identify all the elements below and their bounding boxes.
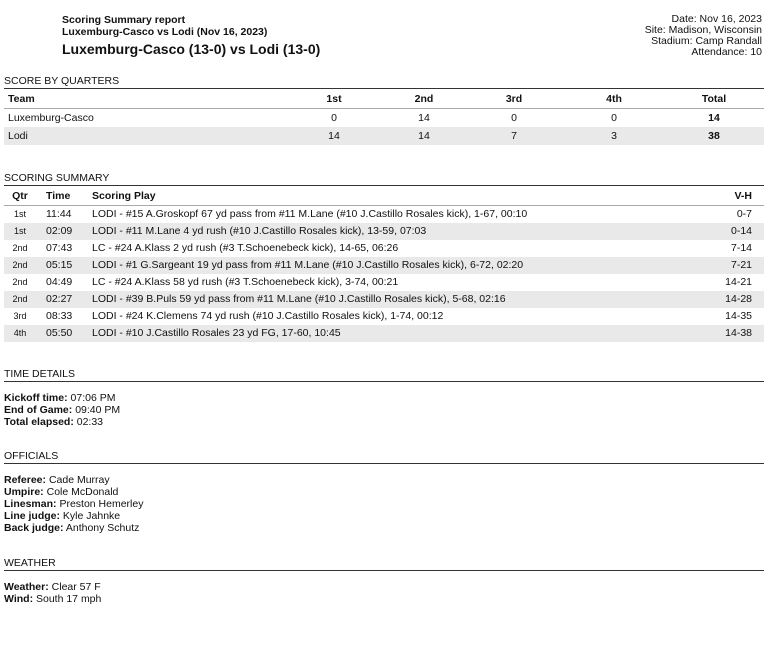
column-header: Team xyxy=(4,89,284,109)
official-line-judge: Line judge: Kyle Jahnke xyxy=(4,510,121,522)
scoring-qtr: 2nd xyxy=(12,277,28,287)
official-linesman: Linesman: Preston Hemerley xyxy=(4,498,144,510)
score-table xyxy=(4,89,764,145)
time-details-list xyxy=(4,392,764,428)
column-header: Scoring Play xyxy=(92,186,709,206)
total-elapsed: Total elapsed: 02:33 xyxy=(4,416,104,428)
scoring-play: LC - #24 A.Klass 2 yd rush (#3 T.Schoenebeck kick), 14-65, 06:26 xyxy=(92,242,399,254)
official-back-judge: Back judge: Anthony Schutz xyxy=(4,522,140,534)
scoring-vh: 14-21 xyxy=(725,276,752,288)
scoring-play: LODI - #24 K.Clemens 74 yd rush (#10 J.Castillo Rosales kick), 1-74, 00:12 xyxy=(92,310,444,322)
table-row xyxy=(4,308,764,325)
scoring-time: 02:09 xyxy=(36,223,92,240)
scoring-qtr: 4th xyxy=(4,325,36,342)
section-title: TIME DETAILS xyxy=(4,368,764,382)
section-title: SCORE BY QUARTERS xyxy=(4,75,764,89)
scoring-time: 11:44 xyxy=(46,208,72,220)
section-title: OFFICIALS xyxy=(4,450,764,464)
wind: Wind: South 17 mph xyxy=(4,593,102,605)
matchup-title: Luxemburg-Casco (13-0) vs Lodi (13-0) xyxy=(62,41,321,57)
scoring-qtr: 2nd xyxy=(4,257,36,274)
table-row xyxy=(4,109,764,128)
time-details-section xyxy=(4,368,764,428)
table-row xyxy=(4,223,764,240)
officials-section xyxy=(4,450,764,534)
table-row xyxy=(4,206,764,224)
kickoff-time: Kickoff time: 07:06 PM xyxy=(4,392,116,404)
scoring-play: LC - #24 A.Klass 58 yd rush (#3 T.Schoenebeck kick), 3-74, 00:21 xyxy=(92,276,399,288)
scoring-vh: 0-14 xyxy=(709,223,764,240)
scoring-vh: 7-21 xyxy=(709,257,764,274)
scoring-summary-section xyxy=(4,172,764,342)
column-header: 3rd xyxy=(464,89,564,109)
scoring-vh: 0-7 xyxy=(736,208,752,220)
scoring-play: LODI - #11 M.Lane 4 yd rush (#10 J.Castillo Rosales kick), 13-59, 07:03 xyxy=(92,223,709,240)
scoring-table xyxy=(4,186,764,342)
table-row xyxy=(4,325,764,342)
game-info xyxy=(645,14,762,58)
scoring-time: 05:50 xyxy=(36,325,92,342)
team-name: Luxemburg-Casco xyxy=(8,112,94,124)
scoring-vh: 7-14 xyxy=(730,242,752,254)
scoring-play: LODI - #10 J.Castillo Rosales 23 yd FG, 17-60, 10:45 xyxy=(92,325,709,342)
column-header: 4th xyxy=(564,89,664,109)
score-by-quarters-section xyxy=(4,75,764,145)
report-subtitle: Luxemburg-Casco vs Lodi (Nov 16, 2023) xyxy=(62,26,268,38)
scoring-time: 04:49 xyxy=(46,276,73,288)
q4-score: 0 xyxy=(611,112,617,124)
weather-condition: Weather: Clear 57 F xyxy=(4,581,101,593)
table-row xyxy=(4,257,764,274)
q2-score: 14 xyxy=(384,127,464,145)
table-row xyxy=(4,240,764,257)
scoring-qtr: 3rd xyxy=(13,311,27,321)
scoring-vh: 14-35 xyxy=(725,310,752,322)
game-stadium: Stadium: Camp Randall xyxy=(651,35,762,47)
game-attendance: Attendance: 10 xyxy=(691,46,762,58)
section-title: WEATHER xyxy=(4,557,764,571)
weather-list xyxy=(4,581,764,605)
team-name: Lodi xyxy=(4,127,284,145)
official-umpire: Umpire: Cole McDonald xyxy=(4,486,119,498)
scoring-time: 02:27 xyxy=(36,291,92,308)
q3-score: 7 xyxy=(464,127,564,145)
total-score: 38 xyxy=(664,127,764,145)
end-of-game: End of Game: 09:40 PM xyxy=(4,404,121,416)
q1-score: 14 xyxy=(284,127,384,145)
scoring-play: LODI - #39 B.Puls 59 yd pass from #11 M.Lane (#10 J.Castillo Rosales kick), 5-68, 02:16 xyxy=(92,291,709,308)
column-header: V-H xyxy=(709,186,764,206)
scoring-qtr: 2nd xyxy=(12,243,28,253)
q2-score: 14 xyxy=(418,112,430,124)
scoring-play: LODI - #1 G.Sargeant 19 yd pass from #11 M.Lane (#10 J.Castillo Rosales kick), 6-72, 02:20 xyxy=(92,257,709,274)
total-score: 14 xyxy=(708,112,720,124)
table-row xyxy=(4,274,764,291)
scoring-vh: 14-38 xyxy=(709,325,764,342)
column-header: Time xyxy=(36,186,92,206)
scoring-time: 07:43 xyxy=(46,242,73,254)
table-row xyxy=(4,127,764,145)
game-site: Site: Madison, Wisconsin xyxy=(644,24,762,36)
officials-list xyxy=(4,474,764,534)
table-header-row xyxy=(4,186,764,206)
report-header xyxy=(62,14,320,57)
scoring-qtr: 1st xyxy=(4,223,36,240)
official-referee: Referee: Cade Murray xyxy=(4,474,110,486)
scoring-vh: 14-28 xyxy=(709,291,764,308)
weather-section xyxy=(4,557,764,605)
column-header: Qtr xyxy=(4,186,36,206)
scoring-time: 08:33 xyxy=(46,310,73,322)
table-header-row xyxy=(4,89,764,109)
scoring-qtr: 1st xyxy=(13,209,26,219)
section-title: SCORING SUMMARY xyxy=(4,172,764,186)
game-date: Date: Nov 16, 2023 xyxy=(671,13,762,25)
column-header: 2nd xyxy=(384,89,464,109)
q3-score: 0 xyxy=(511,112,517,124)
report-title: Scoring Summary report xyxy=(62,14,186,26)
scoring-play: LODI - #15 A.Groskopf 67 yd pass from #11 M.Lane (#10 J.Castillo Rosales kick), 1-67, 00:10 xyxy=(92,208,528,220)
q1-score: 0 xyxy=(331,112,337,124)
scoring-rows xyxy=(4,206,764,343)
scoring-time: 05:15 xyxy=(36,257,92,274)
column-header: Total xyxy=(664,89,764,109)
q4-score: 3 xyxy=(564,127,664,145)
column-header: 1st xyxy=(284,89,384,109)
scoring-qtr: 2nd xyxy=(4,291,36,308)
table-row xyxy=(4,291,764,308)
